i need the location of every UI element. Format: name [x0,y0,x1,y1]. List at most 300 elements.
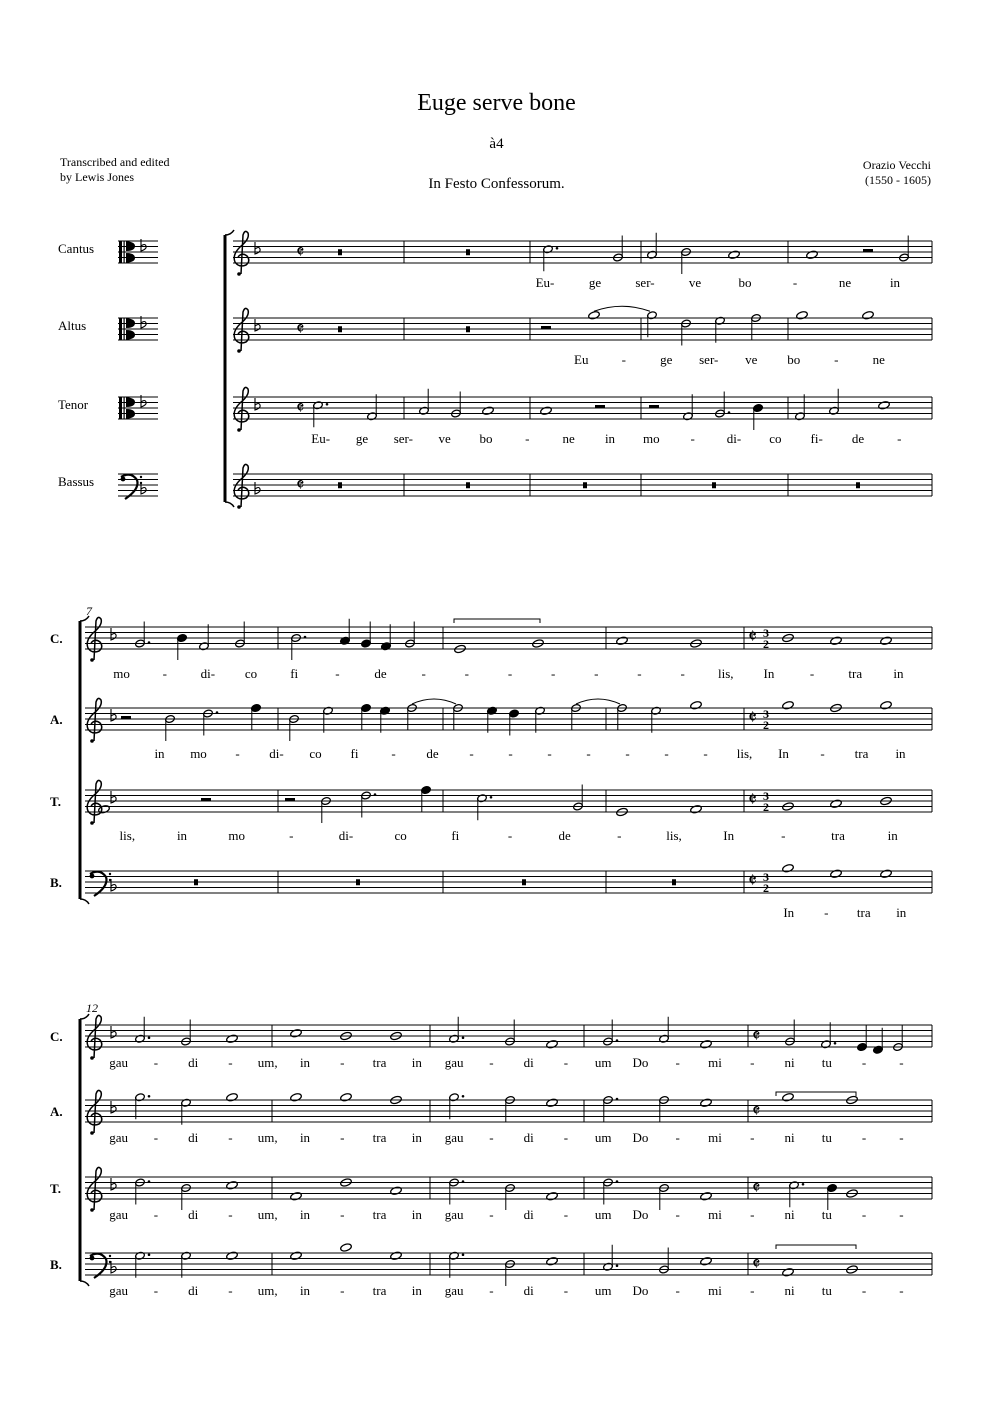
staff [85,1253,932,1275]
note [135,1017,151,1043]
lyric-syllable: in [604,431,616,446]
dot [616,1264,619,1267]
lyric-syllable: ne [562,431,575,446]
lyric-syllable: - [834,352,839,367]
dot [616,1098,619,1101]
note [700,1192,712,1201]
lyrics-line [109,1283,903,1298]
lyric-syllable: - [464,666,470,681]
notehead [616,636,628,645]
lyric-syllable: in [411,1130,422,1145]
lyric-syllable: - [153,1207,159,1222]
notehead [862,311,874,320]
note [546,1040,558,1049]
treble-clef-icon [234,231,249,275]
note [421,786,432,812]
clef-dot [237,349,241,353]
dot [148,1095,151,1098]
lyric-syllable: ge [588,275,602,290]
whole-rest [466,482,470,488]
lyric-syllable: - [228,1207,233,1222]
lyric-syllable: Eu- [535,275,555,290]
lyric-syllable: um, [257,1283,278,1298]
lyric-syllable: Do [632,1055,649,1070]
lyric-syllable: Eu- [311,431,331,446]
lyric-syllable: - [750,1283,755,1298]
whole-rest [338,482,342,488]
dot [802,1183,805,1186]
voice-label-short-3: B. [50,1257,62,1272]
clef-dot [90,1131,94,1135]
clef-dot [237,505,241,509]
lyric-syllable: - [621,352,626,367]
lyric-syllable: um, [257,1207,278,1222]
lyric-syllable: in [299,1207,311,1222]
clef-dot [90,739,94,743]
lyric-syllable: di [523,1055,534,1070]
voice-label-short-1: A. [50,1104,63,1119]
lyric-syllable: - [421,666,426,681]
dot [148,1253,151,1256]
lyric-syllable: lis, [736,746,753,761]
half-rest [595,405,605,408]
note [419,389,430,415]
lyric-syllable: ne [872,352,885,367]
treble-clef-icon [87,617,102,661]
lyric-syllable: tra [854,746,869,761]
lyric-syllable: bo [787,352,801,367]
notehead [782,701,794,710]
lyric-syllable: fi [350,746,359,761]
lyric-syllable: lis, [718,666,734,681]
note [651,706,662,732]
lyric-syllable: - [792,275,798,290]
lyric-syllable: - [703,746,708,761]
lyric-syllable: ni [784,1055,795,1070]
whole-rest [194,879,198,885]
lyric-syllable: - [547,746,552,761]
time-signature: 𝄵 [752,1101,761,1122]
lyric-syllable: co [769,431,782,446]
lyric-syllable: ni [784,1283,795,1298]
notehead [690,805,702,814]
note [830,799,842,808]
note [700,1257,712,1266]
note [361,622,372,648]
lyric-syllable: - [781,828,786,843]
lyric-syllable: ser- [635,275,655,290]
note [880,869,892,878]
lyric-syllable: um, [257,1130,278,1145]
note [251,704,262,730]
lyric-syllable: - [489,1207,494,1222]
clef-body [234,464,249,507]
clef-body [87,1015,102,1058]
time-signature: 𝄵 [752,1026,761,1047]
whole-rest [338,249,342,255]
lyric-syllable: di [188,1055,199,1070]
note [323,706,334,732]
whole-rest [356,879,360,885]
note [588,311,600,320]
note [181,1098,192,1124]
note [782,1093,794,1102]
score-subtitle: à4 [489,136,504,152]
lyric-syllable: - [489,1130,494,1145]
note [829,389,840,415]
lyric-syllable: in [411,1055,422,1070]
staff [85,1177,932,1199]
lyric-syllable: In [778,746,789,761]
lyric-syllable: - [625,746,630,761]
note [715,316,726,342]
lyric-syllable: - [594,666,599,681]
note [226,1251,238,1260]
clef-body [87,1167,102,1210]
clef-dot [140,476,142,478]
bass-clef-icon [234,464,249,508]
score-title: Euge serve bone [417,90,576,116]
notehead [880,701,892,710]
notehead [421,786,432,795]
dot [304,636,307,639]
note [546,1192,558,1201]
half-rest [201,798,211,801]
note [616,636,628,645]
notehead [830,869,842,878]
whole-rest [583,482,587,488]
lyric-syllable: mi [708,1207,722,1222]
lyric-syllable: gau [109,1207,129,1222]
note [806,250,818,259]
notehead [290,1192,302,1201]
notehead [880,636,892,645]
bracket-hook [80,899,89,904]
lyric-syllable: di- [338,828,354,843]
note [862,311,874,320]
notehead [830,799,842,808]
lyric-syllable: in [893,666,904,681]
bracket-hook [80,616,89,621]
half-rest [541,326,551,329]
time-denominator: 2 [763,718,769,732]
time-signature: 𝄵 [296,242,305,263]
notehead [728,250,740,259]
lyric-syllable: - [617,828,622,843]
staff [233,241,932,263]
lyric-syllable: gau [444,1055,464,1070]
lyric-syllable: lis, [119,828,136,843]
editor-credit-line1: Transcribed and edited [60,155,170,169]
staff [233,474,932,496]
note [135,1251,151,1277]
dot [216,711,219,714]
note [340,1093,352,1102]
whole-rest [672,879,676,885]
dot [616,1180,619,1183]
lyric-syllable: - [340,1207,345,1222]
lyric-syllable: ni [784,1130,795,1145]
measure-number: 12 [86,1001,98,1015]
lyric-syllable: di [523,1283,534,1298]
lyrics-line [536,275,901,290]
notehead [806,250,818,259]
lyric-syllable: um [594,1130,612,1145]
bracket-hook [80,1281,89,1286]
lyric-syllable: de [851,431,865,446]
lyric-syllable: In [723,828,735,843]
clef-dot [237,428,241,432]
clef-bar [119,241,122,263]
lyric-syllable: - [153,1130,159,1145]
whole-rest [466,326,470,332]
lyric-syllable: um, [257,1055,278,1070]
bracket-hook [80,1014,89,1019]
lyric-syllable: - [153,1055,159,1070]
dot [148,1036,151,1039]
note [880,701,892,710]
note [753,404,764,430]
lyric-syllable: - [690,431,695,446]
note [177,634,188,660]
notehead [540,406,552,415]
lyric-syllable: - [861,1283,867,1298]
dot [326,403,329,406]
notehead [390,1186,402,1195]
voice-label-short-0: C. [50,1029,63,1044]
note [482,406,494,415]
note [878,401,890,410]
voice-label-short-2: T. [50,794,61,809]
notehead [700,1040,712,1049]
clef-dot [90,1208,94,1212]
note [135,1093,151,1119]
note [449,1093,465,1119]
note [340,1243,352,1252]
notehead [340,1243,352,1252]
note [546,1257,558,1266]
lyric-syllable: in [895,746,906,761]
treble-clef-icon [234,308,249,352]
time-signature: 𝄵 [752,1178,761,1199]
lyrics-line [783,905,906,920]
lyric-syllable: - [563,1283,569,1298]
lyric-syllable: in [889,275,901,290]
lyric-syllable: lis, [666,828,682,843]
lyric-syllable: - [289,828,294,843]
note [647,311,658,337]
lyric-syllable: ne [838,275,852,290]
notehead [361,639,372,648]
time-mensural-sign: 𝄵 [748,707,757,729]
lyric-syllable: ser- [699,352,719,367]
dot [462,1095,465,1098]
lyric-syllable: - [899,1055,904,1070]
note [782,701,794,710]
lyric-syllable: - [525,431,530,446]
lyric-syllable: - [335,666,340,681]
note [540,406,552,415]
notehead [509,709,520,718]
lyric-syllable: di [188,1130,199,1145]
tie [412,699,456,704]
lyric-syllable: tra [831,828,845,843]
lyric-syllable: - [391,746,396,761]
lyric-syllable: mi [708,1283,722,1298]
voice-label-short-2: T. [50,1181,61,1196]
note [98,805,110,814]
notehead [782,1093,794,1102]
clef-dot [90,1256,95,1261]
dot [148,1180,151,1183]
lyric-syllable: - [899,1207,904,1222]
lyric-syllable: ge [660,352,673,367]
clef-bar [124,397,125,419]
clef-body [234,231,249,274]
note [381,624,392,650]
bracket-hook [225,230,234,235]
lyric-syllable: bo [738,275,752,290]
notehead [361,704,372,713]
note [796,311,808,320]
clef-body [87,1090,102,1133]
lyric-syllable: - [228,1130,233,1145]
lyrics-line [113,666,904,681]
lyrics-line [109,1207,903,1222]
note [509,709,520,735]
staff [85,1025,932,1047]
lyric-syllable: in [887,828,898,843]
dot [462,1180,465,1183]
half-rest [863,249,873,252]
note [603,1245,619,1271]
clef-body [234,308,249,351]
time-numerator: 3 [763,707,769,721]
notehead [226,1093,238,1102]
note [380,706,391,732]
lyric-syllable: mo [228,828,245,843]
lyric-syllable: tra [372,1207,387,1222]
dot [490,796,493,799]
bass-clef-icon [90,1254,112,1278]
lyric-syllable: de [558,828,571,843]
staff [85,627,932,649]
lyric-syllable: - [550,666,556,681]
staff [233,397,932,419]
whole-rest [338,326,342,332]
lyric-syllable: - [563,1055,569,1070]
note [857,1025,868,1051]
lyrics-line [109,1130,903,1145]
voice-label-cantus: Cantus [58,241,95,256]
lyric-syllable: - [675,1207,680,1222]
note [821,1022,837,1048]
note [728,250,740,259]
notehead [753,404,764,413]
lyric-syllable: tra [856,905,871,920]
lyric-syllable: - [897,431,902,446]
lyric-syllable: - [664,746,669,761]
lyric-syllable: Do [632,1207,649,1222]
lyric-syllable: de [426,746,439,761]
note [543,245,559,271]
dot [148,641,151,644]
flat-icon [255,482,260,494]
lyric-syllable: gau [109,1283,129,1298]
time-mensural-sign: 𝄵 [748,789,757,811]
lyric-syllable: - [340,1130,345,1145]
lyric-syllable: ve [688,275,702,290]
lyric-syllable: mo [113,666,130,681]
time-denominator: 2 [763,881,769,895]
lyric-syllable: - [861,1055,867,1070]
lyric-syllable: - [861,1130,867,1145]
note [700,1098,712,1107]
whole-rest [466,249,470,255]
tie [594,306,650,311]
lyric-syllable: - [340,1283,345,1298]
lyric-syllable: Eu [574,352,589,367]
lyric-syllable: - [469,746,474,761]
lyric-syllable: - [675,1055,680,1070]
lyric-syllable: gau [444,1283,464,1298]
notehead [878,401,890,410]
voice-label-short-1: A. [50,712,63,727]
treble-clef-icon [87,1167,102,1211]
note [830,869,842,878]
clef-dot [121,477,126,482]
ligature-bracket [454,619,540,623]
lyric-syllable: - [899,1130,904,1145]
notehead [700,1257,712,1266]
lyric-syllable: in [154,746,165,761]
notehead [177,634,188,643]
clef-dot [90,1056,94,1060]
lyric-syllable: - [228,1055,233,1070]
notehead [226,1251,238,1260]
voice-label-tenor: Tenor [58,397,89,412]
note [290,1029,302,1038]
note [226,1034,238,1043]
composer-dates: (1550 - 1605) [865,173,931,187]
lyric-syllable: tra [372,1283,387,1298]
lyric-syllable: mi [708,1055,722,1070]
lyric-syllable: - [153,1283,159,1298]
clef-body [87,617,102,660]
notehead [782,864,794,873]
note [782,864,794,873]
note [313,401,329,427]
lyric-syllable: gau [109,1055,129,1070]
measure-number: 7 [86,604,92,618]
note [487,706,498,732]
clef-dot [90,821,94,825]
lyric-syllable: in [299,1055,311,1070]
note [390,1251,402,1260]
editor-credit-line2: by Lewis Jones [60,170,134,184]
dot [728,411,731,414]
bass-clef-icon [90,872,112,896]
lyrics-line [574,352,885,367]
lyric-syllable: de [374,666,387,681]
lyrics-line [311,431,901,446]
clef-dot [90,874,95,879]
staff [85,871,932,893]
notehead [690,701,702,710]
score-dedication: In Festo Confessorum. [428,176,565,192]
time-mensural-sign: 𝄵 [748,626,757,648]
lyric-syllable: tu [821,1283,832,1298]
